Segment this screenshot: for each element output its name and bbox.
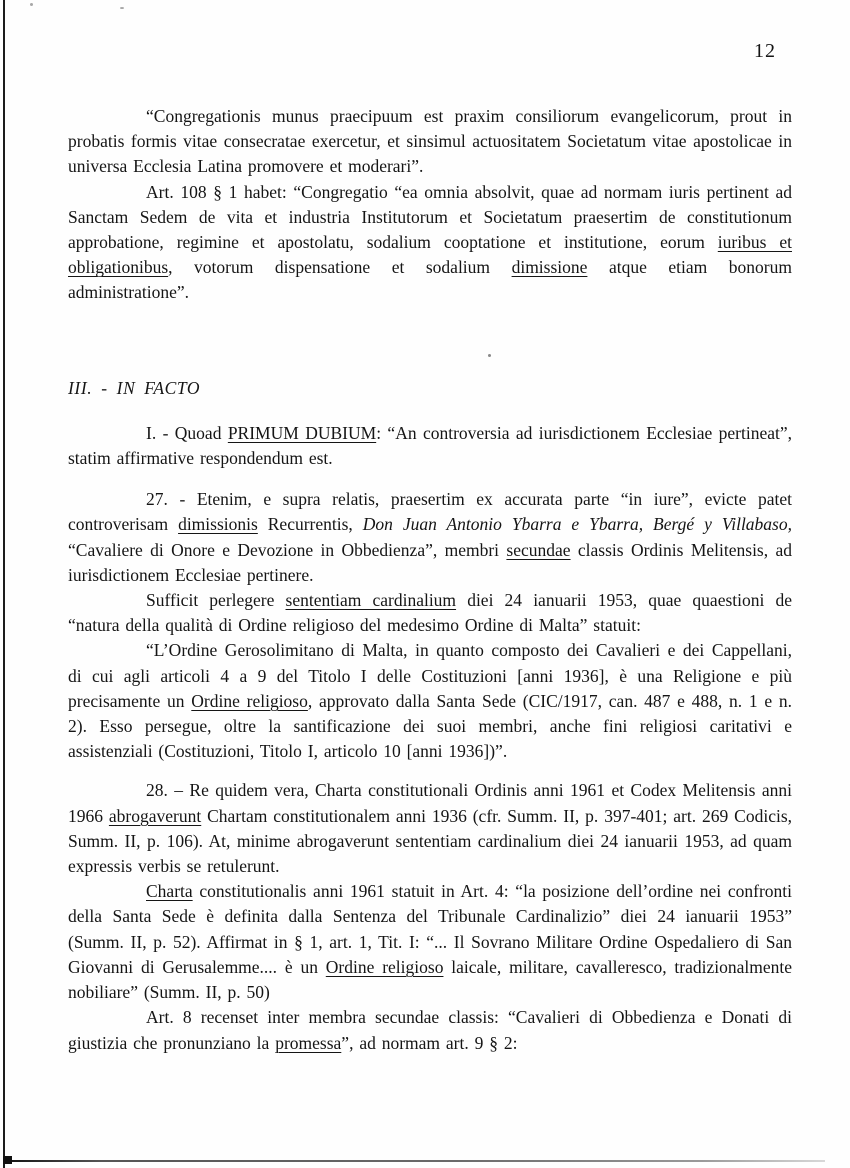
text-run: 27. - Etenim, e supra relatis, praesertim ex accurata parte “in iure”, evicte patet controverisam <box>68 489 792 535</box>
text-run: abrogaverunt <box>108 805 202 826</box>
text-run: Chartam constitutionalem anni 1936 (cfr. Summ. II, p. 397-401; art. 269 Codicis, Summ. II, p. 106). At, minime abrogaverunt sententiam cardinalium diei 24 ianuarii 1953, ad quam expressis verbis se retulerunt. <box>68 805 793 877</box>
para-primum-dubium <box>68 421 792 471</box>
page-number: 12 <box>754 40 776 62</box>
text-run: , votorum dispensatione et sodalium <box>168 257 512 278</box>
text-run: classis Ordinis Melitensis, ad iurisdictionem Ecclesiae pertinere. <box>68 539 793 585</box>
para-27 <box>68 487 792 588</box>
text-run: , approvato dalla Santa Sede (CIC/1917, can. 487 e 488, n. 1 e n. 2). Esso persegue, oltre la santificazione dei suoi membri, anche fini religiosi caritativi e assistenziali (Costituzioni, Titolo I, articolo 10 [anni 1936])”. <box>68 690 793 762</box>
text-run: “Congregationis munus praecipuum est praxim consiliorum evangelicorum, prout in probatis formis vitae consecratae exercetur, et sinsimul actuositatem Societatum vitae apostolicae in universa Ecclesia Latina promovere et moderari”. <box>68 106 792 177</box>
text-run: Ordine religioso <box>325 956 444 977</box>
text-run: III. - IN FACTO <box>68 377 201 398</box>
text-run: I. - Quoad <box>146 422 228 443</box>
para-art-8 <box>68 1005 792 1055</box>
text-run: PRIMUM DUBIUM <box>227 422 377 443</box>
para-art-108 <box>68 180 792 306</box>
document-body <box>68 104 792 1056</box>
text-run: constitutionalis anni 1961 statuit in Art. 4: “la posizione dell’ordine nei confronti della Santa Sede è definita dalla Sentenza del Tribunale Cardinalizio” diei 24 ianuarii 1953” (Summ. II, p. 52). Affirmat in § 1, art. 1, Tit. I: “... Il Sovrano Militare Ordine Ospedaliero di San Giovanni di Gerusalemme.... è un <box>68 881 792 977</box>
text-run: “Cavaliere di Onore e Devozione in Obbedienza”, membri <box>68 539 507 560</box>
text-run: Sufficit perlegere <box>146 590 286 611</box>
text-run: “L’Ordine Gerosolimitano di Malta, in quanto composto dei Cavalieri e dei Cappellani, di cui agli articoli 4 a 9 del Titolo I delle Costituzioni [anni 1936], è una Religione e più precisamente un <box>68 640 792 711</box>
text-run: Art. 108 § 1 habet: “Congregatio “ea omnia absolvit, quae ad normam iuris pertinent ad Sanctam Sedem de vita et industria Institutorum et Societatum praesertim de constitutionum approbatione, regimine et apostolatu, sodalium cooptatione et institutione, eorum <box>68 181 792 253</box>
scan-speck <box>30 3 33 6</box>
text-run: Art. 8 recenset inter membra secundae classis: “Cavalieri di Obbedienza e Donati di giustizia che pronunziano la <box>68 1007 792 1053</box>
text-run: dimissionis <box>178 514 258 535</box>
text-run: secundae <box>506 539 571 560</box>
scan-edge-bottom-line <box>3 1160 825 1162</box>
heading-in-facto <box>68 376 792 401</box>
text-run: atque etiam bonorum administratione”. <box>68 257 792 303</box>
text-run: Charta <box>146 881 193 902</box>
para-ordine-gerosolimitano <box>68 638 792 764</box>
para-28 <box>68 778 792 879</box>
scan-speck <box>120 7 124 9</box>
text-run: Recurrentis, <box>257 514 363 535</box>
text-run: dimissione <box>511 257 588 278</box>
text-run: laicale, militare, cavalleresco, tradizionalmente nobiliare” (Summ. II, p. 50) <box>68 956 792 1003</box>
text-run: promessa <box>275 1032 342 1053</box>
scan-edge-left-line <box>3 0 5 1168</box>
text-run: Don Juan Antonio Ybarra e Ybarra, Bergé y Villabaso, <box>362 514 792 535</box>
text-run: sententiam cardinalium <box>285 590 457 611</box>
text-run: ”, ad normam art. 9 § 2: <box>341 1032 518 1053</box>
scan-corner-mark <box>3 1156 12 1164</box>
text-run: : “An controversia ad iurisdictionem Ecclesiae pertineat”, statim affirmative respondendum est. <box>68 422 793 469</box>
text-run: 28. – Re quidem vera, Charta constitutionali Ordinis anni 1961 et Codex Melitensis anni 1966 <box>68 780 792 826</box>
text-run: diei 24 ianuarii 1953, quae quaestioni de “natura della qualità di Ordine religioso del medesimo Ordine di Malta” statuit: <box>68 590 793 636</box>
para-charta <box>68 879 792 1005</box>
text-run: Ordine religioso <box>191 690 308 711</box>
text-run: iuribus et obligationibus <box>68 232 792 278</box>
para-congregationis <box>68 104 792 180</box>
para-sufficit <box>68 588 792 638</box>
